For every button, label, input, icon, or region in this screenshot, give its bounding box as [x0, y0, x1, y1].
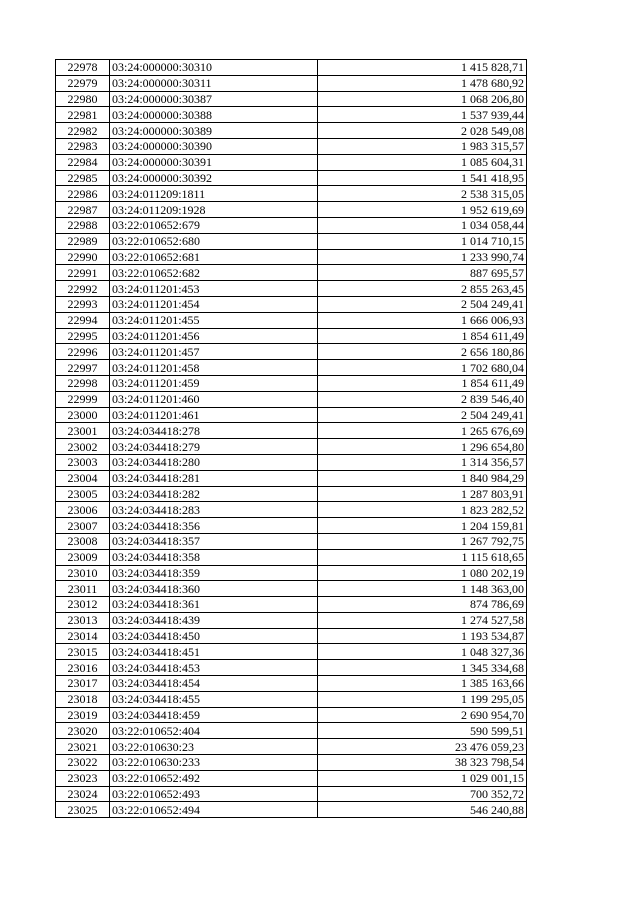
- cadastral-number-cell: 03:24:034418:280: [110, 454, 318, 470]
- cadastral-value-cell: 2 538 315,05: [318, 186, 527, 202]
- cadastral-value-cell: 38 323 798,54: [318, 755, 527, 771]
- row-number-cell: 22986: [56, 186, 110, 202]
- table-row: [56, 217, 527, 233]
- table-row: [56, 644, 527, 660]
- table-row: [56, 170, 527, 186]
- row-number-cell: 22993: [56, 296, 110, 312]
- cadastral-value-cell: 546 240,88: [318, 802, 527, 818]
- row-number-cell: 22990: [56, 249, 110, 265]
- cadastral-value-cell: 2 690 954,70: [318, 707, 527, 723]
- cadastral-value-cell: 1 345 334,68: [318, 660, 527, 676]
- table-row: [56, 281, 527, 297]
- row-number-cell: 23005: [56, 486, 110, 502]
- cadastral-number-cell: 03:22:010630:23: [110, 739, 318, 755]
- cadastral-number-cell: 03:24:000000:30389: [110, 123, 318, 139]
- cadastral-value-table: [55, 59, 527, 818]
- cadastral-number-cell: 03:24:011201:460: [110, 391, 318, 407]
- cadastral-value-cell: 1 983 315,57: [318, 138, 527, 154]
- table-row: [56, 770, 527, 786]
- table-row: [56, 518, 527, 534]
- cadastral-number-cell: 03:24:011201:454: [110, 296, 318, 312]
- table-row: [56, 628, 527, 644]
- row-number-cell: 23020: [56, 723, 110, 739]
- cadastral-number-cell: 03:24:011201:456: [110, 328, 318, 344]
- row-number-cell: 22996: [56, 344, 110, 360]
- row-number-cell: 22984: [56, 154, 110, 170]
- row-number-cell: 22992: [56, 281, 110, 297]
- cadastral-number-cell: 03:24:034418:281: [110, 470, 318, 486]
- table-row: [56, 802, 527, 818]
- table-row: [56, 75, 527, 91]
- row-number-cell: 23004: [56, 470, 110, 486]
- table-row: [56, 549, 527, 565]
- cadastral-number-cell: 03:24:011209:1811: [110, 186, 318, 202]
- table-row: [56, 344, 527, 360]
- row-number-cell: 22997: [56, 360, 110, 376]
- cadastral-number-cell: 03:24:000000:30311: [110, 75, 318, 91]
- cadastral-number-cell: 03:24:011209:1928: [110, 202, 318, 218]
- cadastral-value-cell: 1 034 058,44: [318, 217, 527, 233]
- cadastral-number-cell: 03:24:011201:461: [110, 407, 318, 423]
- row-number-cell: 23008: [56, 533, 110, 549]
- cadastral-value-cell: 1 296 654,80: [318, 439, 527, 455]
- row-number-cell: 23000: [56, 407, 110, 423]
- cadastral-number-cell: 03:24:000000:30390: [110, 138, 318, 154]
- cadastral-value-cell: 2 028 549,08: [318, 123, 527, 139]
- cadastral-number-cell: 03:22:010652:404: [110, 723, 318, 739]
- cadastral-value-cell: 590 599,51: [318, 723, 527, 739]
- row-number-cell: 23012: [56, 597, 110, 613]
- cadastral-value-cell: 1 068 206,80: [318, 91, 527, 107]
- table-row: [56, 502, 527, 518]
- table-row: [56, 739, 527, 755]
- table-row: [56, 612, 527, 628]
- cadastral-number-cell: 03:24:034418:357: [110, 533, 318, 549]
- cadastral-number-cell: 03:22:010652:492: [110, 770, 318, 786]
- cadastral-number-cell: 03:22:010652:681: [110, 249, 318, 265]
- row-number-cell: 23019: [56, 707, 110, 723]
- row-number-cell: 23003: [56, 454, 110, 470]
- row-number-cell: 22983: [56, 138, 110, 154]
- row-number-cell: 23014: [56, 628, 110, 644]
- cadastral-number-cell: 03:24:000000:30387: [110, 91, 318, 107]
- cadastral-value-cell: 1 854 611,49: [318, 328, 527, 344]
- table-row: [56, 91, 527, 107]
- row-number-cell: 23010: [56, 565, 110, 581]
- cadastral-number-cell: 03:24:000000:30391: [110, 154, 318, 170]
- row-number-cell: 22999: [56, 391, 110, 407]
- row-number-cell: 22989: [56, 233, 110, 249]
- cadastral-value-cell: 2 504 249,41: [318, 407, 527, 423]
- row-number-cell: 23001: [56, 423, 110, 439]
- table-row: [56, 439, 527, 455]
- table-row: [56, 312, 527, 328]
- row-number-cell: 23018: [56, 691, 110, 707]
- row-number-cell: 22982: [56, 123, 110, 139]
- cadastral-value-cell: 2 656 180,86: [318, 344, 527, 360]
- table-row: [56, 423, 527, 439]
- cadastral-number-cell: 03:24:034418:451: [110, 644, 318, 660]
- cadastral-value-cell: 887 695,57: [318, 265, 527, 281]
- cadastral-number-cell: 03:24:034418:360: [110, 581, 318, 597]
- table-row: [56, 328, 527, 344]
- row-number-cell: 23006: [56, 502, 110, 518]
- cadastral-value-cell: 1 085 604,31: [318, 154, 527, 170]
- row-number-cell: 23025: [56, 802, 110, 818]
- table-row: [56, 786, 527, 802]
- row-number-cell: 22985: [56, 170, 110, 186]
- cadastral-number-cell: 03:24:034418:361: [110, 597, 318, 613]
- table-row: [56, 249, 527, 265]
- row-number-cell: 22995: [56, 328, 110, 344]
- cadastral-value-cell: 1 314 356,57: [318, 454, 527, 470]
- cadastral-number-cell: 03:24:000000:30310: [110, 60, 318, 76]
- cadastral-number-cell: 03:24:034418:282: [110, 486, 318, 502]
- cadastral-value-cell: 1 952 619,69: [318, 202, 527, 218]
- row-number-cell: 22979: [56, 75, 110, 91]
- row-number-cell: 23024: [56, 786, 110, 802]
- cadastral-value-cell: 2 855 263,45: [318, 281, 527, 297]
- table-row: [56, 691, 527, 707]
- cadastral-number-cell: 03:22:010652:680: [110, 233, 318, 249]
- row-number-cell: 23013: [56, 612, 110, 628]
- cadastral-value-cell: 1 478 680,92: [318, 75, 527, 91]
- cadastral-number-cell: 03:24:000000:30388: [110, 107, 318, 123]
- table-row: [56, 755, 527, 771]
- row-number-cell: 23015: [56, 644, 110, 660]
- row-number-cell: 22994: [56, 312, 110, 328]
- cadastral-value-cell: 1 148 363,00: [318, 581, 527, 597]
- table-row: [56, 486, 527, 502]
- cadastral-number-cell: 03:22:010652:679: [110, 217, 318, 233]
- row-number-cell: 23002: [56, 439, 110, 455]
- table-row: [56, 123, 527, 139]
- row-number-cell: 22991: [56, 265, 110, 281]
- cadastral-value-cell: 1 204 159,81: [318, 518, 527, 534]
- row-number-cell: 23017: [56, 676, 110, 692]
- row-number-cell: 23009: [56, 549, 110, 565]
- cadastral-number-cell: 03:24:034418:455: [110, 691, 318, 707]
- cadastral-value-cell: 1 029 001,15: [318, 770, 527, 786]
- cadastral-value-cell: 1 537 939,44: [318, 107, 527, 123]
- row-number-cell: 23011: [56, 581, 110, 597]
- cadastral-number-cell: 03:24:034418:283: [110, 502, 318, 518]
- row-number-cell: 22980: [56, 91, 110, 107]
- table-row: [56, 391, 527, 407]
- cadastral-number-cell: 03:22:010652:682: [110, 265, 318, 281]
- row-number-cell: 22978: [56, 60, 110, 76]
- table-row: [56, 533, 527, 549]
- cadastral-value-cell: 1 541 418,95: [318, 170, 527, 186]
- cadastral-number-cell: 03:24:011201:453: [110, 281, 318, 297]
- table-row: [56, 581, 527, 597]
- row-number-cell: 23007: [56, 518, 110, 534]
- cadastral-number-cell: 03:22:010630:233: [110, 755, 318, 771]
- cadastral-value-cell: 1 702 680,04: [318, 360, 527, 376]
- cadastral-value-cell: 1 385 163,66: [318, 676, 527, 692]
- row-number-cell: 22988: [56, 217, 110, 233]
- table-row: [56, 265, 527, 281]
- row-number-cell: 22981: [56, 107, 110, 123]
- cadastral-value-cell: 1 823 282,52: [318, 502, 527, 518]
- cadastral-number-cell: 03:24:011201:457: [110, 344, 318, 360]
- cadastral-number-cell: 03:24:034418:278: [110, 423, 318, 439]
- table-row: [56, 375, 527, 391]
- table-row: [56, 233, 527, 249]
- cadastral-number-cell: 03:24:000000:30392: [110, 170, 318, 186]
- table-row: [56, 676, 527, 692]
- row-number-cell: 23021: [56, 739, 110, 755]
- cadastral-value-cell: 1 265 676,69: [318, 423, 527, 439]
- table-row: [56, 707, 527, 723]
- cadastral-number-cell: 03:24:034418:439: [110, 612, 318, 628]
- cadastral-number-cell: 03:22:010652:494: [110, 802, 318, 818]
- row-number-cell: 23022: [56, 755, 110, 771]
- cadastral-number-cell: 03:24:034418:358: [110, 549, 318, 565]
- table-body: [56, 60, 527, 818]
- table-row: [56, 660, 527, 676]
- cadastral-number-cell: 03:24:034418:359: [110, 565, 318, 581]
- table-row: [56, 107, 527, 123]
- table-row: [56, 454, 527, 470]
- row-number-cell: 22998: [56, 375, 110, 391]
- cadastral-value-cell: 1 115 618,65: [318, 549, 527, 565]
- table-row: [56, 202, 527, 218]
- cadastral-value-cell: 1 080 202,19: [318, 565, 527, 581]
- cadastral-number-cell: 03:24:011201:455: [110, 312, 318, 328]
- cadastral-value-cell: 1 840 984,29: [318, 470, 527, 486]
- row-number-cell: 23023: [56, 770, 110, 786]
- cadastral-value-cell: 700 352,72: [318, 786, 527, 802]
- row-number-cell: 22987: [56, 202, 110, 218]
- table-row: [56, 296, 527, 312]
- cadastral-value-cell: 23 476 059,23: [318, 739, 527, 755]
- table-row: [56, 565, 527, 581]
- cadastral-value-cell: 1 666 006,93: [318, 312, 527, 328]
- cadastral-value-cell: 1 014 710,15: [318, 233, 527, 249]
- table-row: [56, 60, 527, 76]
- table-row: [56, 154, 527, 170]
- cadastral-value-cell: 1 048 327,36: [318, 644, 527, 660]
- table-row: [56, 138, 527, 154]
- cadastral-value-cell: 874 786,69: [318, 597, 527, 613]
- cadastral-value-cell: 2 839 546,40: [318, 391, 527, 407]
- table-row: [56, 723, 527, 739]
- cadastral-number-cell: 03:22:010652:493: [110, 786, 318, 802]
- table-row: [56, 186, 527, 202]
- cadastral-value-cell: 1 854 611,49: [318, 375, 527, 391]
- table-row: [56, 360, 527, 376]
- cadastral-value-cell: 1 274 527,58: [318, 612, 527, 628]
- cadastral-number-cell: 03:24:034418:279: [110, 439, 318, 455]
- cadastral-number-cell: 03:24:034418:454: [110, 676, 318, 692]
- cadastral-number-cell: 03:24:034418:459: [110, 707, 318, 723]
- cadastral-number-cell: 03:24:011201:459: [110, 375, 318, 391]
- cadastral-value-cell: 1 287 803,91: [318, 486, 527, 502]
- cadastral-value-cell: 1 193 534,87: [318, 628, 527, 644]
- cadastral-number-cell: 03:24:034418:450: [110, 628, 318, 644]
- cadastral-number-cell: 03:24:011201:458: [110, 360, 318, 376]
- cadastral-value-cell: 1 233 990,74: [318, 249, 527, 265]
- cadastral-number-cell: 03:24:034418:356: [110, 518, 318, 534]
- cadastral-number-cell: 03:24:034418:453: [110, 660, 318, 676]
- cadastral-value-cell: 2 504 249,41: [318, 296, 527, 312]
- cadastral-value-cell: 1 415 828,71: [318, 60, 527, 76]
- table-row: [56, 407, 527, 423]
- row-number-cell: 23016: [56, 660, 110, 676]
- table-row: [56, 470, 527, 486]
- cadastral-value-cell: 1 267 792,75: [318, 533, 527, 549]
- cadastral-value-cell: 1 199 295,05: [318, 691, 527, 707]
- table-row: [56, 597, 527, 613]
